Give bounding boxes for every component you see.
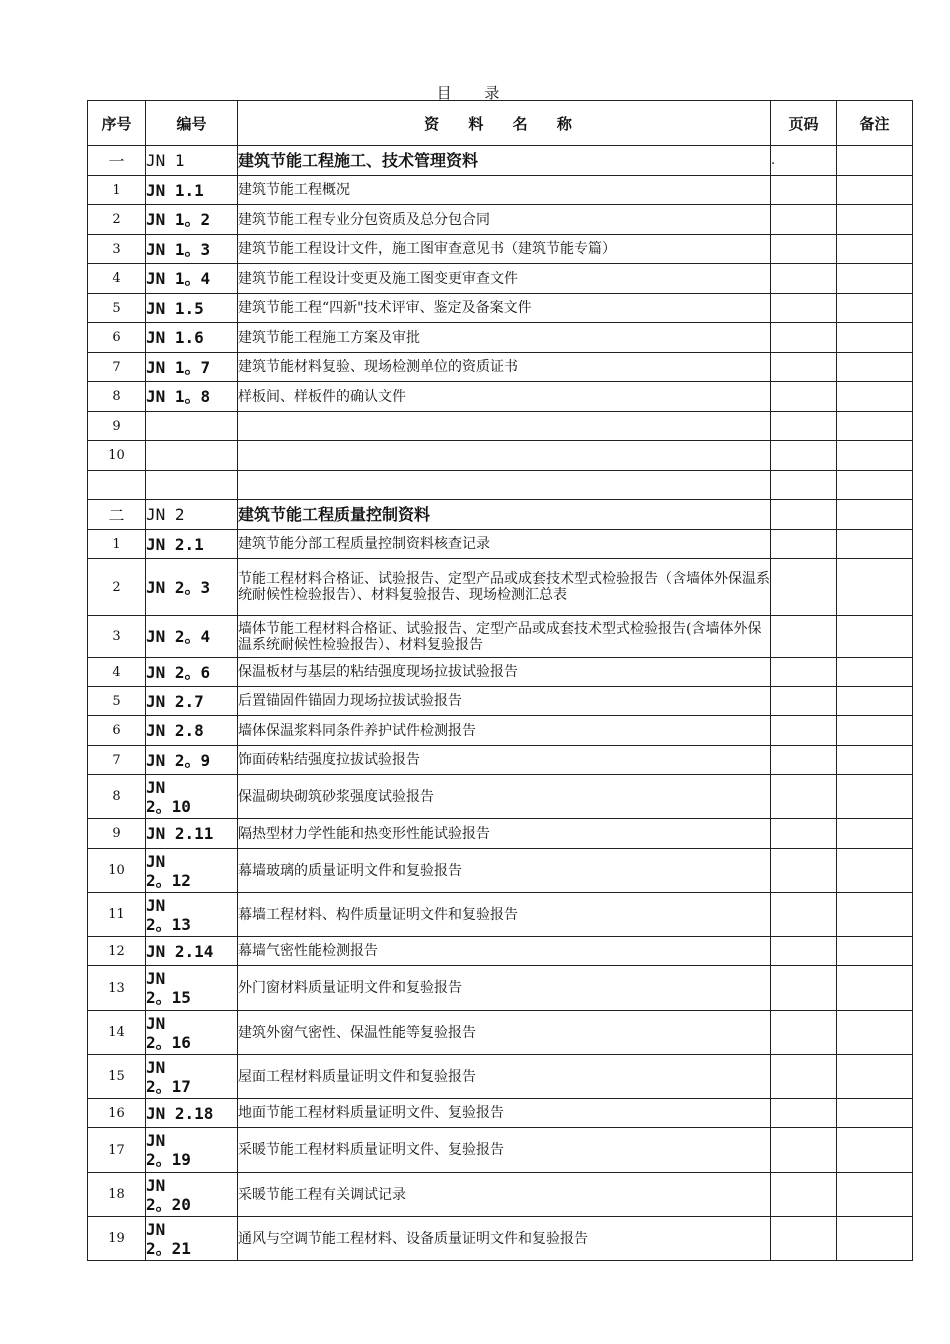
table-row bbox=[88, 353, 913, 382]
row-name: 建筑节能工程“四新"技术评审、鉴定及备案文件 bbox=[238, 294, 771, 323]
row-name: 幕墙工程材料、构件质量证明文件和复验报告 bbox=[238, 893, 771, 937]
row-code: JN 1.6 bbox=[146, 323, 238, 353]
row-note bbox=[837, 775, 913, 819]
row-note bbox=[837, 819, 913, 849]
row-seq: 3 bbox=[88, 616, 146, 658]
row-name: 保温板材与基层的粘结强度现场拉拔试验报告 bbox=[238, 658, 771, 687]
row-seq: 7 bbox=[88, 746, 146, 775]
row-seq: 8 bbox=[88, 775, 146, 819]
row-code bbox=[146, 1055, 238, 1099]
row-seq: 4 bbox=[88, 658, 146, 687]
row-note bbox=[837, 559, 913, 616]
row-page bbox=[771, 323, 837, 353]
row-code: JN 2.14 bbox=[146, 937, 238, 966]
row-note bbox=[837, 716, 913, 746]
row-code bbox=[146, 471, 238, 500]
row-code-text: JN 2。17 bbox=[146, 1057, 191, 1096]
table-row bbox=[88, 1128, 913, 1173]
row-page bbox=[771, 746, 837, 775]
row-name: 建筑节能工程质量控制资料 bbox=[238, 500, 771, 530]
row-code-text: JN 2。20 bbox=[146, 1175, 191, 1214]
row-page bbox=[771, 1099, 837, 1128]
row-code bbox=[146, 1217, 238, 1261]
row-page bbox=[771, 235, 837, 264]
row-name: 建筑节能工程概况 bbox=[238, 176, 771, 205]
row-seq: 5 bbox=[88, 294, 146, 323]
row-code: JN 2.18 bbox=[146, 1099, 238, 1128]
row-seq: 1 bbox=[88, 530, 146, 559]
row-name: 建筑节能工程施工、技术管理资料 bbox=[238, 146, 771, 176]
row-name bbox=[238, 471, 771, 500]
row-note bbox=[837, 1055, 913, 1099]
table-row bbox=[88, 1217, 913, 1261]
row-page bbox=[771, 1128, 837, 1173]
row-page bbox=[771, 1217, 837, 1261]
row-code bbox=[146, 893, 238, 937]
row-name bbox=[238, 412, 771, 441]
row-page bbox=[771, 559, 837, 616]
row-code-text: JN 2。12 bbox=[146, 851, 191, 890]
row-code bbox=[146, 1011, 238, 1055]
row-code bbox=[146, 775, 238, 819]
row-note bbox=[837, 500, 913, 530]
table-row bbox=[88, 294, 913, 323]
header-row bbox=[88, 101, 913, 146]
row-seq: 9 bbox=[88, 412, 146, 441]
row-note bbox=[837, 205, 913, 235]
table-row bbox=[88, 1173, 913, 1217]
row-page bbox=[771, 382, 837, 412]
row-name: 建筑节能工程专业分包资质及总分包合同 bbox=[238, 205, 771, 235]
row-name: 饰面砖粘结强度拉拔试验报告 bbox=[238, 746, 771, 775]
row-page bbox=[771, 441, 837, 471]
row-seq: 19 bbox=[88, 1217, 146, 1261]
table-row bbox=[88, 775, 913, 819]
row-name: 通风与空调节能工程材料、设备质量证明文件和复验报告 bbox=[238, 1217, 771, 1261]
row-page bbox=[771, 471, 837, 500]
row-name: 节能工程材料合格证、试验报告、定型产品或成套技术型式检验报告（含墙体外保温系统耐候性检验报告）、材料复验报告、现场检测汇总表 bbox=[238, 559, 771, 616]
row-note bbox=[837, 966, 913, 1011]
table-row bbox=[88, 205, 913, 235]
row-code: JN 1.5 bbox=[146, 294, 238, 323]
row-code-text: JN 2。16 bbox=[146, 1013, 191, 1052]
row-seq: 15 bbox=[88, 1055, 146, 1099]
row-name: 幕墙气密性能检测报告 bbox=[238, 937, 771, 966]
row-note bbox=[837, 441, 913, 471]
row-note bbox=[837, 1011, 913, 1055]
row-note bbox=[837, 658, 913, 687]
row-page: . bbox=[771, 146, 837, 176]
section-row bbox=[88, 146, 913, 176]
table-row bbox=[88, 471, 913, 500]
row-code-text: JN 2。21 bbox=[146, 1219, 191, 1258]
row-code: JN 1。4 bbox=[146, 264, 238, 294]
row-note bbox=[837, 471, 913, 500]
row-seq: 17 bbox=[88, 1128, 146, 1173]
row-page bbox=[771, 819, 837, 849]
row-code: JN 2.1 bbox=[146, 530, 238, 559]
row-seq: 一 bbox=[88, 146, 146, 176]
table-row bbox=[88, 441, 913, 471]
row-seq bbox=[88, 471, 146, 500]
row-seq: 2 bbox=[88, 205, 146, 235]
row-page bbox=[771, 893, 837, 937]
row-seq: 18 bbox=[88, 1173, 146, 1217]
row-code: JN 1 bbox=[146, 146, 238, 176]
row-name: 幕墙玻璃的质量证明文件和复验报告 bbox=[238, 849, 771, 893]
row-name: 样板间、样板件的确认文件 bbox=[238, 382, 771, 412]
row-name: 外门窗材料质量证明文件和复验报告 bbox=[238, 966, 771, 1011]
row-code: JN 2。9 bbox=[146, 746, 238, 775]
row-note bbox=[837, 1128, 913, 1173]
row-seq: 11 bbox=[88, 893, 146, 937]
row-seq: 13 bbox=[88, 966, 146, 1011]
table-row bbox=[88, 1099, 913, 1128]
header-name: 资 料 名 称 bbox=[238, 101, 771, 146]
row-seq: 7 bbox=[88, 353, 146, 382]
row-code bbox=[146, 849, 238, 893]
row-note bbox=[837, 353, 913, 382]
table-row bbox=[88, 412, 913, 441]
table-row bbox=[88, 1055, 913, 1099]
table-row bbox=[88, 264, 913, 294]
row-page bbox=[771, 264, 837, 294]
row-page bbox=[771, 849, 837, 893]
row-note bbox=[837, 530, 913, 559]
row-name: 隔热型材力学性能和热变形性能试验报告 bbox=[238, 819, 771, 849]
row-page bbox=[771, 294, 837, 323]
row-code bbox=[146, 441, 238, 471]
row-seq: 1 bbox=[88, 176, 146, 205]
row-note bbox=[837, 687, 913, 716]
row-seq: 二 bbox=[88, 500, 146, 530]
row-code bbox=[146, 1128, 238, 1173]
table-row bbox=[88, 559, 913, 616]
row-code: JN 2 bbox=[146, 500, 238, 530]
row-code-text: JN 2。13 bbox=[146, 895, 191, 934]
row-name: 建筑节能工程设计文件，施工图审查意见书（建筑节能专篇） bbox=[238, 235, 771, 264]
row-name: 保温砌块砌筑砂浆强度试验报告 bbox=[238, 775, 771, 819]
row-page bbox=[771, 716, 837, 746]
row-seq: 9 bbox=[88, 819, 146, 849]
toc-body bbox=[88, 146, 913, 1261]
row-note bbox=[837, 893, 913, 937]
table-row bbox=[88, 966, 913, 1011]
row-seq: 10 bbox=[88, 441, 146, 471]
row-note bbox=[837, 264, 913, 294]
row-seq: 10 bbox=[88, 849, 146, 893]
row-name: 后置锚固件锚固力现场拉拔试验报告 bbox=[238, 687, 771, 716]
toc-table bbox=[87, 100, 913, 1261]
table-row bbox=[88, 937, 913, 966]
row-name: 建筑节能分部工程质量控制资料核查记录 bbox=[238, 530, 771, 559]
row-note bbox=[837, 294, 913, 323]
row-seq: 2 bbox=[88, 559, 146, 616]
table-row bbox=[88, 323, 913, 353]
table-row bbox=[88, 716, 913, 746]
row-seq: 12 bbox=[88, 937, 146, 966]
row-name: 建筑节能工程设计变更及施工图变更审查文件 bbox=[238, 264, 771, 294]
row-code: JN 1.1 bbox=[146, 176, 238, 205]
table-row bbox=[88, 616, 913, 658]
row-note bbox=[837, 1173, 913, 1217]
table-row bbox=[88, 176, 913, 205]
header-note: 备注 bbox=[837, 101, 913, 146]
row-seq: 16 bbox=[88, 1099, 146, 1128]
table-row bbox=[88, 382, 913, 412]
row-note bbox=[837, 937, 913, 966]
table-row bbox=[88, 893, 913, 937]
table-row bbox=[88, 530, 913, 559]
row-name: 建筑节能材料复验、现场检测单位的资质证书 bbox=[238, 353, 771, 382]
row-code: JN 2。4 bbox=[146, 616, 238, 658]
row-name: 采暖节能工程有关调试记录 bbox=[238, 1173, 771, 1217]
row-note bbox=[837, 1099, 913, 1128]
row-page bbox=[771, 412, 837, 441]
row-code: JN 2.11 bbox=[146, 819, 238, 849]
row-name bbox=[238, 441, 771, 471]
table-row bbox=[88, 746, 913, 775]
row-code bbox=[146, 412, 238, 441]
header-seq: 序号 bbox=[88, 101, 146, 146]
row-note bbox=[837, 1217, 913, 1261]
header-code: 编号 bbox=[146, 101, 238, 146]
row-page bbox=[771, 966, 837, 1011]
row-page bbox=[771, 205, 837, 235]
row-code: JN 1。2 bbox=[146, 205, 238, 235]
table-row bbox=[88, 819, 913, 849]
row-page bbox=[771, 176, 837, 205]
row-code: JN 1。8 bbox=[146, 382, 238, 412]
row-name: 墙体节能工程材料合格证、试验报告、定型产品或成套技术型式检验报告(含墙体外保温系统耐候性检验报告）、材料复验报告 bbox=[238, 616, 771, 658]
row-code-text: JN 2。10 bbox=[146, 777, 191, 816]
row-note bbox=[837, 616, 913, 658]
row-code bbox=[146, 966, 238, 1011]
row-note bbox=[837, 323, 913, 353]
row-code bbox=[146, 1173, 238, 1217]
row-page bbox=[771, 658, 837, 687]
table-row bbox=[88, 849, 913, 893]
row-page bbox=[771, 1055, 837, 1099]
row-name: 地面节能工程材料质量证明文件、复验报告 bbox=[238, 1099, 771, 1128]
row-note bbox=[837, 746, 913, 775]
row-name: 采暖节能工程材料质量证明文件、复验报告 bbox=[238, 1128, 771, 1173]
row-page bbox=[771, 937, 837, 966]
row-seq: 6 bbox=[88, 323, 146, 353]
row-page bbox=[771, 1011, 837, 1055]
document-title: 目 录 bbox=[436, 84, 514, 102]
row-code-text: JN 2。19 bbox=[146, 1131, 191, 1169]
row-page bbox=[771, 353, 837, 382]
row-code: JN 1。7 bbox=[146, 353, 238, 382]
row-page bbox=[771, 530, 837, 559]
section-row bbox=[88, 500, 913, 530]
row-seq: 3 bbox=[88, 235, 146, 264]
row-seq: 6 bbox=[88, 716, 146, 746]
table-row bbox=[88, 687, 913, 716]
row-note bbox=[837, 176, 913, 205]
table-row bbox=[88, 235, 913, 264]
row-note bbox=[837, 146, 913, 176]
row-page bbox=[771, 616, 837, 658]
row-code: JN 1。3 bbox=[146, 235, 238, 264]
row-code-text: JN 2。15 bbox=[146, 969, 191, 1007]
row-name: 墙体保温浆料同条件养护试件检测报告 bbox=[238, 716, 771, 746]
row-code: JN 2.8 bbox=[146, 716, 238, 746]
row-seq: 14 bbox=[88, 1011, 146, 1055]
row-code: JN 2.7 bbox=[146, 687, 238, 716]
row-page bbox=[771, 687, 837, 716]
row-note bbox=[837, 382, 913, 412]
row-name: 建筑外窗气密性、保温性能等复验报告 bbox=[238, 1011, 771, 1055]
row-seq: 4 bbox=[88, 264, 146, 294]
row-code: JN 2。3 bbox=[146, 559, 238, 616]
row-note bbox=[837, 849, 913, 893]
row-name: 建筑节能工程施工方案及审批 bbox=[238, 323, 771, 353]
row-page bbox=[771, 500, 837, 530]
row-name: 屋面工程材料质量证明文件和复验报告 bbox=[238, 1055, 771, 1099]
table-row bbox=[88, 1011, 913, 1055]
row-code: JN 2。6 bbox=[146, 658, 238, 687]
row-seq: 8 bbox=[88, 382, 146, 412]
row-note bbox=[837, 235, 913, 264]
row-note bbox=[837, 412, 913, 441]
row-page bbox=[771, 775, 837, 819]
table-row bbox=[88, 658, 913, 687]
header-page: 页码 bbox=[771, 101, 837, 146]
row-seq: 5 bbox=[88, 687, 146, 716]
row-page bbox=[771, 1173, 837, 1217]
